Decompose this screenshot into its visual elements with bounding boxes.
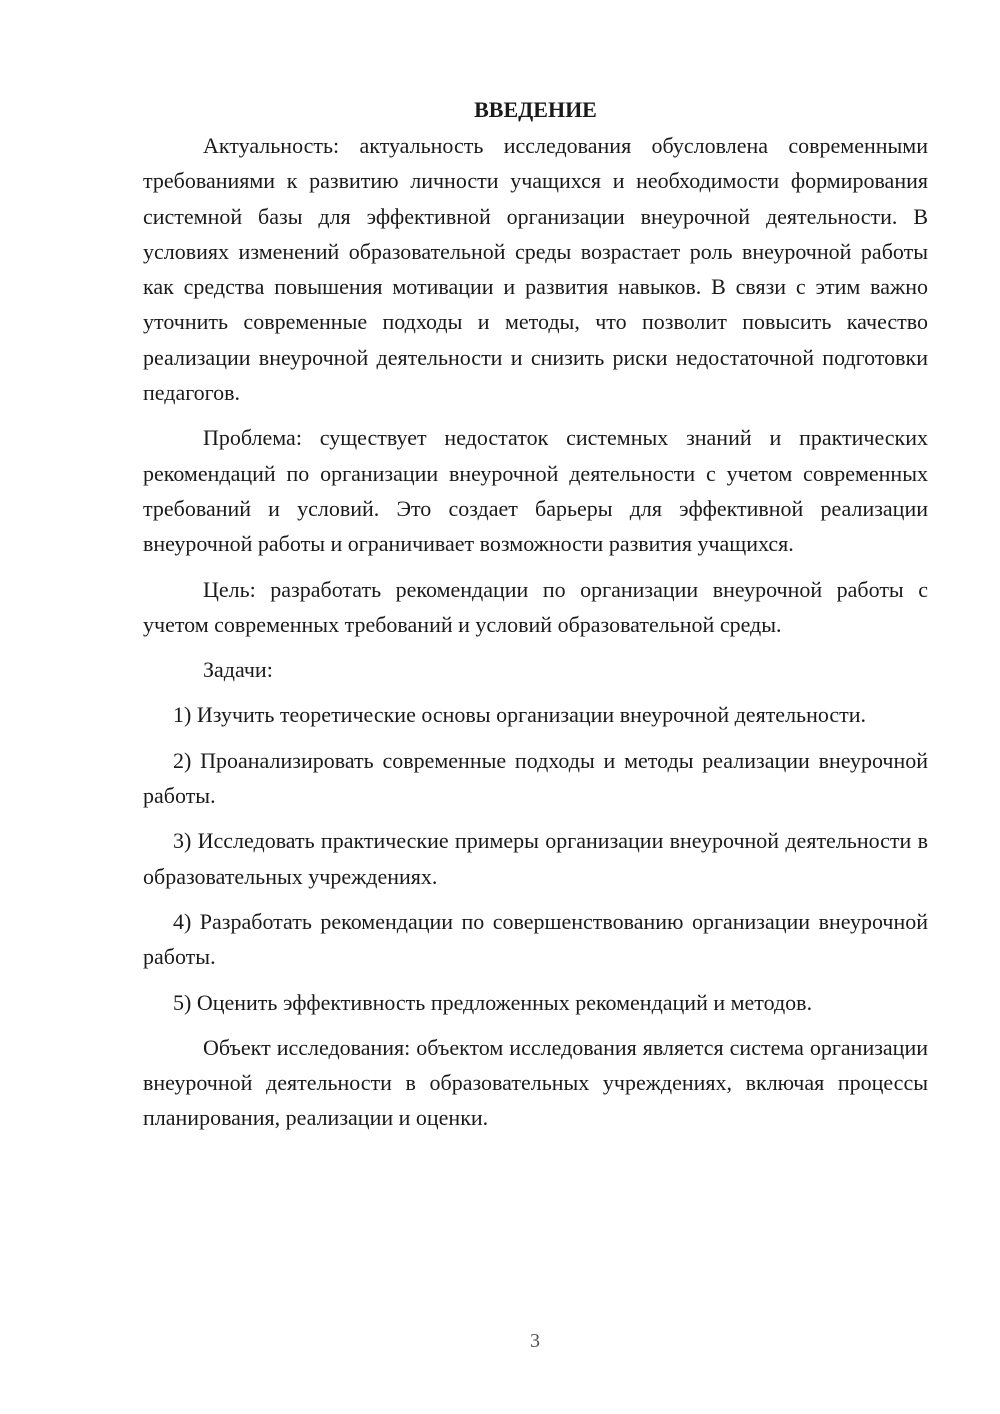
task-item-5: 5) Оценить эффективность предложенных рекомендаций и методов. — [173, 989, 813, 1015]
task-item-2: 2) Проанализировать современные подходы и методы реализации внеурочной работы. — [143, 747, 928, 809]
section-title: ВВЕДЕНИЕ — [474, 97, 597, 122]
page-number: 3 — [530, 1330, 540, 1352]
relevance-paragraph: Актуальность: актуальность исследования обусловлена современными требованиями к развитию личности учащихся и необходимости формирования системной базы для эффективной организации внеурочной деятельности. В условиях изменений образовательной среды возрастает роль внеурочной работы как средства повышения мотивации и развития навыков. В связи с этим важно уточнить современные подходы и методы, что позволит повысить качество реализации внеурочной деятельности и снизить риски недостаточной подготовки педагогов. — [143, 133, 928, 406]
object-paragraph: Объект исследования: объектом исследования является система организации внеурочной деятельности в образовательных учреждениях, включая процессы планирования, реализации и оценки. — [143, 1034, 928, 1131]
problem-paragraph: Проблема: существует недостаток системных знаний и практических рекомендаций по организации внеурочной деятельности с учетом современных требований и условий. Это создает барьеры для эффективной реализации внеурочной работы и ограничивает возможности развития учащихся. — [143, 425, 928, 557]
document-page — [143, 92, 928, 1136]
task-item-1: 1) Изучить теоретические основы организации внеурочной деятельности. — [173, 702, 867, 728]
task-item-4: 4) Разработать рекомендации по совершенствованию организации внеурочной работы. — [143, 908, 928, 970]
tasks-heading: Задачи: — [203, 657, 273, 683]
goal-paragraph: Цель: разработать рекомендации по организации внеурочной работы с учетом современных требований и условий образовательной среды. — [143, 576, 928, 637]
task-item-3: 3) Исследовать практические примеры организации внеурочной деятельности в образовательных учреждениях. — [143, 828, 928, 889]
